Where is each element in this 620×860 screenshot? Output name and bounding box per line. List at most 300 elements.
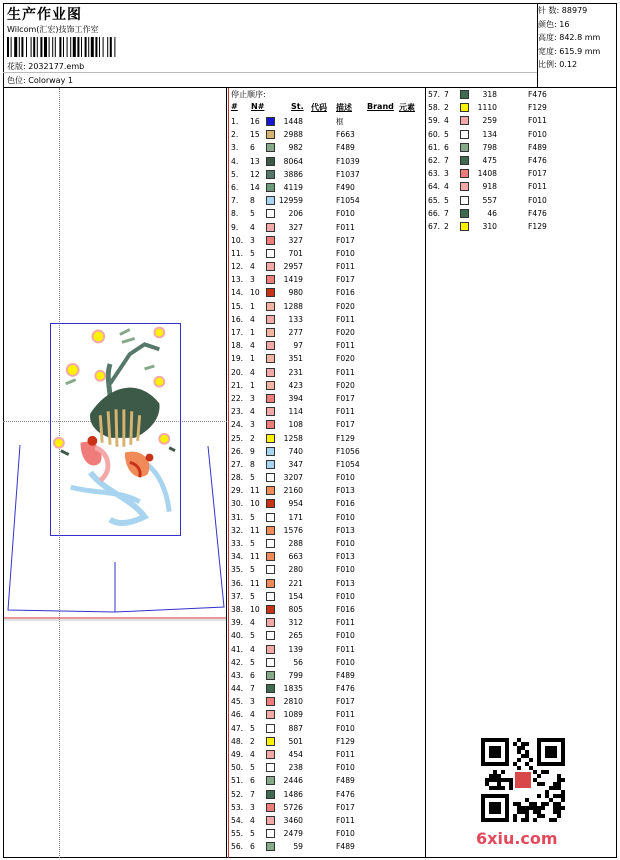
needle-number: 15 (250, 130, 260, 140)
needle-number: 3 (250, 420, 255, 430)
qr-module (521, 806, 525, 810)
stop-number: 22. (231, 393, 244, 403)
sequence-row (231, 418, 423, 431)
design-artwork (51, 324, 180, 535)
stitch-count: 351 (288, 354, 303, 364)
stop-number: 41. (231, 644, 244, 654)
stitch-count: 1089 (283, 710, 303, 720)
col-header-st: St. (291, 102, 304, 111)
needle-number: 7 (250, 684, 255, 694)
stitch-count: 1258 (283, 433, 303, 443)
needle-number: 14 (250, 182, 260, 192)
stitch-count: 954 (288, 499, 303, 509)
qr-module (513, 802, 517, 806)
needle-number: 13 (250, 156, 260, 166)
qr-module (501, 770, 505, 774)
needle-number: 3 (250, 275, 255, 285)
scale-label: 比例: (538, 60, 557, 69)
needle-number: 7 (444, 90, 449, 99)
sequence-row (231, 234, 423, 247)
needle-number: 5 (250, 829, 255, 839)
qr-module (489, 778, 493, 782)
thread-code: F476 (528, 90, 547, 99)
stop-sequence-title: 停止顺序: (231, 90, 266, 99)
qr-module (513, 814, 517, 818)
stop-number: 31. (231, 512, 244, 522)
thread-code: F010 (336, 657, 355, 667)
qr-code (481, 738, 565, 822)
qr-module (529, 766, 533, 770)
stitch-count: 280 (288, 565, 303, 575)
sequence-row (231, 537, 423, 550)
sequence-row (231, 405, 423, 418)
height-label: 高度: (538, 33, 557, 42)
sequence-row (231, 722, 423, 735)
sequence-row (231, 207, 423, 220)
stitch-count: 206 (288, 209, 303, 219)
stitch-count: 2160 (283, 486, 303, 496)
qr-module (529, 802, 533, 806)
needle-number: 5 (250, 657, 255, 667)
qr-module (529, 758, 533, 762)
needle-number: 4 (250, 367, 255, 377)
stop-number: 28. (231, 473, 244, 483)
stop-number: 56. (231, 842, 244, 852)
col-header-element: 元素 (399, 103, 415, 112)
stitch-count: 59 (293, 842, 303, 852)
needle-number: 4 (250, 314, 255, 324)
stitch-count: 114 (288, 407, 303, 417)
sequence-row (428, 194, 578, 207)
thread-code: F017 (528, 169, 547, 179)
thread-code: F1054 (336, 459, 360, 469)
qr-module (525, 814, 529, 818)
thread-code: F016 (336, 499, 355, 509)
qr-module (541, 814, 545, 818)
needle-number: 3 (250, 802, 255, 812)
qr-module (533, 802, 537, 806)
sequence-row (231, 286, 423, 299)
sequence-row (231, 128, 423, 141)
sequence-row (231, 313, 423, 326)
stop-number: 39. (231, 618, 244, 628)
stop-number: 8. (231, 209, 239, 219)
qr-module (525, 818, 529, 822)
needle-number: 1 (250, 380, 255, 390)
thread-code: F129 (528, 221, 547, 231)
qr-module (541, 782, 545, 786)
qr-finder-core (489, 746, 501, 758)
qr-module (557, 774, 561, 778)
stop-number: 36. (231, 578, 244, 588)
needle-number: 2 (250, 433, 255, 443)
watermark: 6xiu.com (476, 829, 558, 848)
stop-number: 46. (231, 710, 244, 720)
stop-number: 32. (231, 525, 244, 535)
colors-value: 16 (559, 19, 570, 29)
thread-code: F010 (336, 723, 355, 733)
needle-number: 5 (250, 248, 255, 258)
stitch-count: 980 (288, 288, 303, 298)
needle-number: 1 (250, 328, 255, 337)
col-header-num: # (231, 102, 238, 111)
thread-code: F490 (336, 182, 355, 192)
stop-number: 55. (231, 829, 244, 839)
needle-number: 10 (250, 288, 260, 298)
stitch-count: 238 (288, 763, 303, 773)
qr-module (537, 810, 541, 814)
thread-code: F013 (336, 486, 355, 496)
needle-number: 6 (250, 670, 255, 680)
stitch-count: 2957 (283, 262, 303, 272)
stitch-count: 312 (288, 618, 303, 628)
sequence-row (428, 167, 578, 180)
needle-number: 4 (250, 618, 255, 628)
design-file-label: 花版: (7, 62, 26, 71)
qr-module (517, 802, 521, 806)
sequence-row (428, 220, 578, 233)
thread-code: F010 (336, 591, 355, 601)
qr-module (553, 806, 557, 810)
thread-code: F017 (336, 393, 355, 403)
stop-number: 43. (231, 670, 244, 680)
sequence-row (231, 221, 423, 234)
needle-number: 4 (250, 750, 255, 759)
qr-module (557, 806, 561, 810)
thread-code: F013 (336, 525, 355, 535)
thread-code: F010 (336, 631, 355, 641)
stitch-count: 1408 (477, 169, 497, 179)
thread-code: F129 (336, 736, 355, 746)
sequence-row (231, 563, 423, 576)
qr-module (557, 786, 561, 790)
stitch-count: 259 (482, 116, 497, 126)
needle-number: 3 (250, 697, 255, 707)
stitch-count: 327 (288, 222, 303, 232)
thread-code: F011 (528, 116, 547, 126)
needle-number: 5 (250, 209, 255, 219)
sequence-row (231, 590, 423, 603)
sequence-row (231, 616, 423, 629)
qr-module (513, 762, 517, 766)
needle-number: 1 (250, 301, 255, 311)
qr-module (553, 794, 557, 798)
qr-module (489, 786, 493, 790)
sequence-row (231, 432, 423, 445)
stitch-count: 1288 (283, 301, 303, 311)
needle-number: 4 (250, 644, 255, 654)
stitch-count: 557 (482, 195, 497, 205)
stitch-count: 1835 (283, 684, 303, 694)
sequence-row (231, 603, 423, 616)
sequence-row (231, 260, 423, 273)
qr-module (505, 778, 509, 782)
sequence-row (231, 273, 423, 286)
qr-module (497, 778, 501, 782)
qr-logo (515, 772, 531, 788)
needle-number: 8 (250, 196, 255, 206)
qr-module (561, 794, 565, 798)
stitch-count: 982 (288, 143, 303, 153)
needle-number: 5 (250, 591, 255, 601)
qr-module (553, 786, 557, 790)
sequence-row (231, 814, 423, 827)
needle-number: 3 (250, 235, 255, 245)
stitch-count: 501 (288, 736, 303, 746)
stitch-count: 327 (288, 235, 303, 245)
sequence-row (231, 656, 423, 669)
stitch-count: 3207 (283, 473, 303, 483)
thread-code: F016 (336, 288, 355, 298)
stop-number: 2. (231, 130, 239, 140)
stitch-count: 701 (288, 248, 303, 258)
stitch-count: 454 (288, 750, 303, 759)
sequence-row (231, 194, 423, 207)
qr-module (493, 786, 497, 790)
thread-code: F489 (336, 670, 355, 680)
qr-module (533, 810, 537, 814)
stop-number: 30. (231, 499, 244, 509)
stop-number: 19. (231, 354, 244, 364)
stitches-label: 针 数: (538, 6, 560, 15)
col-header-brand: Brand (367, 102, 394, 111)
stitch-count: 231 (288, 367, 303, 377)
qr-module (493, 770, 497, 774)
needle-number: 7 (444, 208, 449, 218)
sequence-row (231, 708, 423, 721)
thread-code: F017 (336, 420, 355, 430)
stitch-count: 134 (482, 129, 497, 139)
col-header-desc: 描述 (336, 103, 352, 112)
stitch-count: 108 (288, 420, 303, 430)
qr-module (533, 770, 537, 774)
qr-module (557, 810, 561, 814)
sequence-row (231, 366, 423, 379)
sequence-row (231, 577, 423, 590)
height-value: 842.8 mm (559, 33, 601, 42)
needle-number: 10 (250, 499, 260, 509)
needle-number: 1 (250, 354, 255, 364)
needle-number: 2 (444, 103, 449, 113)
qr-module (517, 738, 521, 742)
thread-code: 框 (336, 117, 344, 126)
qr-module (525, 806, 529, 810)
qr-module (513, 818, 517, 822)
qr-module (549, 818, 553, 822)
stop-number: 11. (231, 248, 244, 258)
stop-number: 1. (231, 117, 239, 126)
qr-module (533, 806, 537, 810)
qr-module (501, 778, 505, 782)
stop-number: 23. (231, 407, 244, 417)
qr-module (541, 770, 545, 774)
stop-number: 24. (231, 420, 244, 430)
thread-code: F663 (336, 130, 355, 140)
thread-code: F017 (336, 275, 355, 285)
stop-sequence-list-continued (428, 88, 578, 233)
needle-number: 3 (444, 169, 449, 179)
sequence-row (428, 88, 578, 101)
qr-module (557, 782, 561, 786)
qr-module (537, 806, 541, 810)
qr-module (545, 802, 549, 806)
stitch-count: 318 (482, 90, 497, 99)
stop-number: 40. (231, 631, 244, 641)
sequence-row (231, 511, 423, 524)
needle-number: 5 (250, 512, 255, 522)
stitch-count: 277 (288, 328, 303, 337)
col-header-code: 代码 (311, 103, 327, 112)
stop-number: 17. (231, 328, 244, 337)
stitch-count: 2479 (283, 829, 303, 839)
stop-number: 21. (231, 380, 244, 390)
needle-number: 5 (250, 763, 255, 773)
thread-code: F010 (336, 565, 355, 575)
qr-module (541, 806, 545, 810)
needle-number: 11 (250, 578, 260, 588)
stop-number: 47. (231, 723, 244, 733)
thread-code: F1039 (336, 156, 360, 166)
stitch-count: 154 (288, 591, 303, 601)
colorway-value: Colorway 1 (28, 76, 73, 85)
thread-code: F011 (336, 262, 355, 272)
stop-number: 62. (428, 155, 441, 165)
needle-number: 16 (250, 117, 260, 126)
sequence-row (231, 458, 423, 471)
qr-module (517, 746, 521, 750)
stitch-count: 288 (288, 539, 303, 548)
colors-label: 颜色: (538, 19, 557, 29)
needle-number: 2 (250, 736, 255, 746)
needle-number: 6 (250, 776, 255, 786)
thread-code: F013 (336, 578, 355, 588)
needle-number: 10 (250, 604, 260, 614)
qr-module (533, 818, 537, 822)
qr-module (525, 750, 529, 754)
sequence-row (231, 168, 423, 181)
sequence-row (231, 550, 423, 563)
needle-number: 5 (250, 539, 255, 548)
needle-number: 12 (250, 169, 260, 179)
sequence-row (231, 827, 423, 840)
stitch-count: 805 (288, 604, 303, 614)
stop-number: 50. (231, 763, 244, 773)
width-value: 615.9 mm (559, 46, 601, 56)
stop-number: 64. (428, 182, 441, 192)
stop-number: 59. (428, 116, 441, 126)
needle-number: 2 (444, 221, 449, 231)
needle-number: 4 (250, 815, 255, 825)
needle-number: 4 (250, 341, 255, 351)
stitch-count: 887 (288, 723, 303, 733)
qr-module (553, 802, 557, 806)
sequence-row (231, 669, 423, 682)
width-label: 宽度: (538, 46, 557, 56)
stop-number: 16. (231, 314, 244, 324)
stop-number: 6. (231, 182, 239, 192)
stop-number: 45. (231, 697, 244, 707)
stop-sequence-list (231, 115, 423, 854)
stitch-count: 139 (288, 644, 303, 654)
qr-module (497, 782, 501, 786)
stop-number: 13. (231, 275, 244, 285)
stitch-count: 394 (288, 393, 303, 403)
qr-module (537, 782, 541, 786)
qr-module (501, 786, 505, 790)
needle-number: 5 (444, 195, 449, 205)
qr-module (497, 774, 501, 778)
stop-number: 15. (231, 301, 244, 311)
thread-code: F020 (336, 354, 355, 364)
list-divider (425, 88, 426, 858)
sequence-row (231, 379, 423, 392)
qr-module (525, 798, 529, 802)
stop-number: 65. (428, 195, 441, 205)
stop-number: 37. (231, 591, 244, 601)
qr-module (561, 778, 565, 782)
needle-number: 7 (444, 155, 449, 165)
stop-number: 3. (231, 143, 239, 153)
needle-number: 4 (444, 182, 449, 192)
thread-code: F011 (336, 710, 355, 720)
qr-module (529, 806, 533, 810)
stop-number: 33. (231, 539, 244, 548)
thread-code: F010 (336, 248, 355, 258)
thread-code: F129 (528, 103, 547, 113)
qr-module (557, 814, 561, 818)
sequence-row (231, 643, 423, 656)
stitch-count: 3886 (283, 169, 303, 179)
stop-number: 7. (231, 196, 239, 206)
sequence-row (428, 207, 578, 220)
stitch-count: 663 (288, 552, 303, 562)
sequence-row (231, 141, 423, 154)
thread-code: F1037 (336, 169, 360, 179)
stitch-count: 799 (288, 670, 303, 680)
sequence-row (231, 695, 423, 708)
stitch-count: 1486 (283, 789, 303, 799)
stitch-count: 347 (288, 459, 303, 469)
stitch-count: 475 (482, 155, 497, 165)
qr-module (549, 798, 553, 802)
needle-number: 11 (250, 525, 260, 535)
thread-code: F011 (336, 367, 355, 377)
colorway-label: 色位: (7, 76, 26, 85)
needle-number: 11 (250, 486, 260, 496)
sequence-row (231, 326, 423, 339)
stop-number: 38. (231, 604, 244, 614)
sequence-row (231, 497, 423, 510)
qr-finder-core (489, 802, 501, 814)
stitch-count: 12959 (278, 196, 303, 206)
scale-value: 0.12 (559, 60, 578, 69)
thread-code: F011 (336, 407, 355, 417)
thread-code: F016 (336, 604, 355, 614)
thread-code: F020 (336, 328, 355, 337)
qr-module (537, 794, 541, 798)
stitch-count: 46 (487, 208, 497, 218)
qr-module (557, 778, 561, 782)
sequence-row (428, 114, 578, 127)
qr-module (521, 742, 525, 746)
needle-number: 6 (250, 842, 255, 852)
stop-number: 49. (231, 750, 244, 759)
stats-panel (538, 4, 600, 72)
qr-module (525, 762, 529, 766)
stop-number: 54. (231, 815, 244, 825)
qr-module (497, 786, 501, 790)
stop-number: 25. (231, 433, 244, 443)
